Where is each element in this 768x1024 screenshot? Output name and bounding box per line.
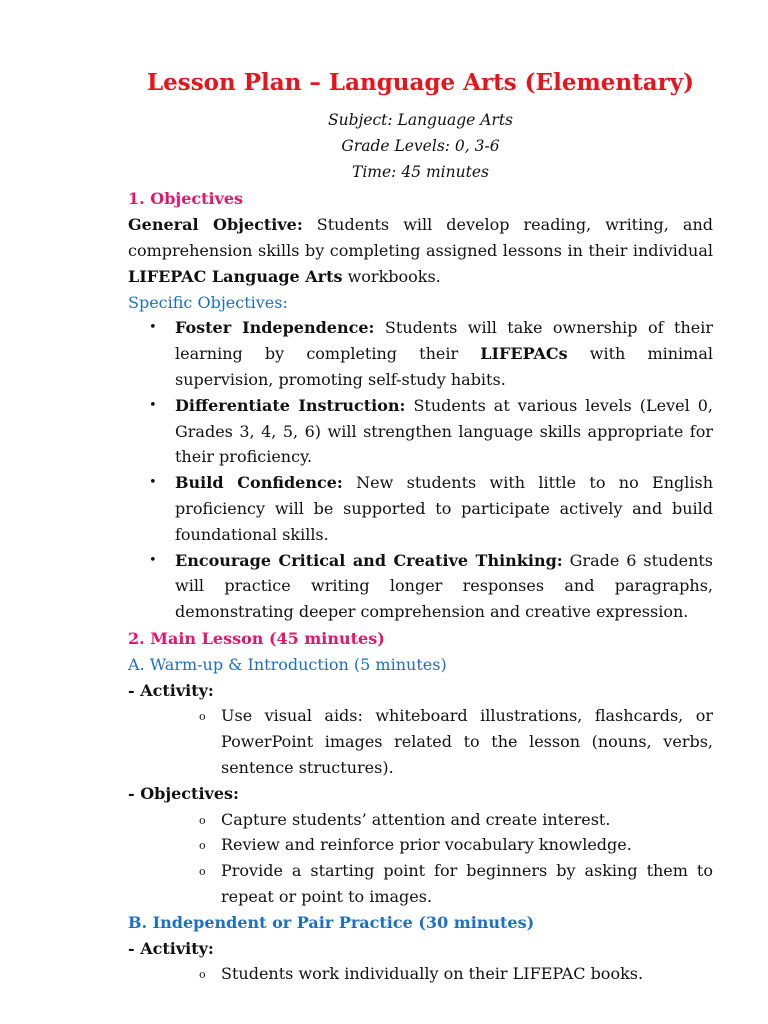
- main-lesson-heading: 2. Main Lesson (45 minutes): [128, 628, 385, 648]
- general-objective-bold-text: LIFEPAC Language Arts: [128, 266, 343, 286]
- general-objective-text-2: workbooks.: [342, 266, 441, 286]
- objective-label: Differentiate Instruction:: [175, 395, 406, 415]
- warm-up-objectives-list: [128, 807, 713, 910]
- practice-heading: B. Independent or Pair Practice (30 minutes): [128, 912, 535, 932]
- general-objective-paragraph: [128, 212, 713, 289]
- objective-text: New students with little to no English proficiency will be supported to participate actively and build foundational skills.: [175, 473, 713, 544]
- warm-up-heading: A. Warm-up & Introduction (5 minutes): [128, 654, 447, 674]
- list-item: o Review and reinforce prior vocabulary knowledge.: [128, 832, 713, 858]
- objective-text: Students at various levels (Level 0, Grades 3, 4, 5, 6) will strengthen language skills appropriate for their proficiency.: [175, 395, 713, 467]
- activity-label: - Activity:: [128, 680, 214, 700]
- objective-label: Encourage Critical and Creative Thinking:: [175, 550, 563, 570]
- objective-label: Foster Independence:: [175, 318, 375, 338]
- list-item: [128, 470, 713, 547]
- objective-text: Grade 6 students will practice writing longer responses and paragraphs, demonstrating deeper comprehension and creative expression.: [175, 550, 714, 622]
- specific-objectives-list: [128, 315, 713, 625]
- general-objective-label: General Objective:: [128, 215, 303, 235]
- subject-line: Subject: Language Arts: [327, 111, 514, 129]
- document-title: Lesson Plan – Language Arts (Elementary): [146, 69, 695, 96]
- list-item: o Provide a starting point for beginners by asking them to repeat or point to images.: [128, 858, 713, 910]
- practice-activity-list: [128, 961, 713, 987]
- warm-up-activity-list: [128, 703, 713, 780]
- time-line: Time: 45 minutes: [352, 162, 489, 181]
- grade-levels-line: Grade Levels: 0, 3-6: [341, 136, 500, 155]
- list-item: o Capture students’ attention and create interest.: [128, 807, 713, 833]
- objective-label: Build Confidence:: [175, 473, 343, 493]
- list-item: o Use visual aids: whiteboard illustrations, flashcards, or PowerPoint images related to the lesson (nouns, verbs, sentence structures).: [128, 703, 713, 780]
- objective-bold-text: LIFEPACs: [480, 344, 568, 364]
- list-item: [128, 315, 713, 392]
- objectives-label: - Objectives:: [128, 783, 239, 803]
- lesson-plan-document: [128, 66, 713, 987]
- list-item: [128, 548, 713, 625]
- activity-label: - Activity:: [128, 938, 214, 958]
- list-item: [128, 393, 713, 470]
- general-objective-text-1: Students will develop reading, writing, and comprehension skills by completing assigned lessons in their individual: [128, 215, 713, 260]
- list-item: o Students work individually on their LIFEPAC books.: [128, 961, 713, 987]
- objective-text: Students will take ownership of their learning by completing their: [175, 318, 714, 364]
- specific-objectives-heading: Specific Objectives:: [128, 292, 288, 312]
- objectives-heading: 1. Objectives: [128, 189, 244, 209]
- objective-text: with minimal supervision, promoting self-study habits.: [175, 344, 713, 389]
